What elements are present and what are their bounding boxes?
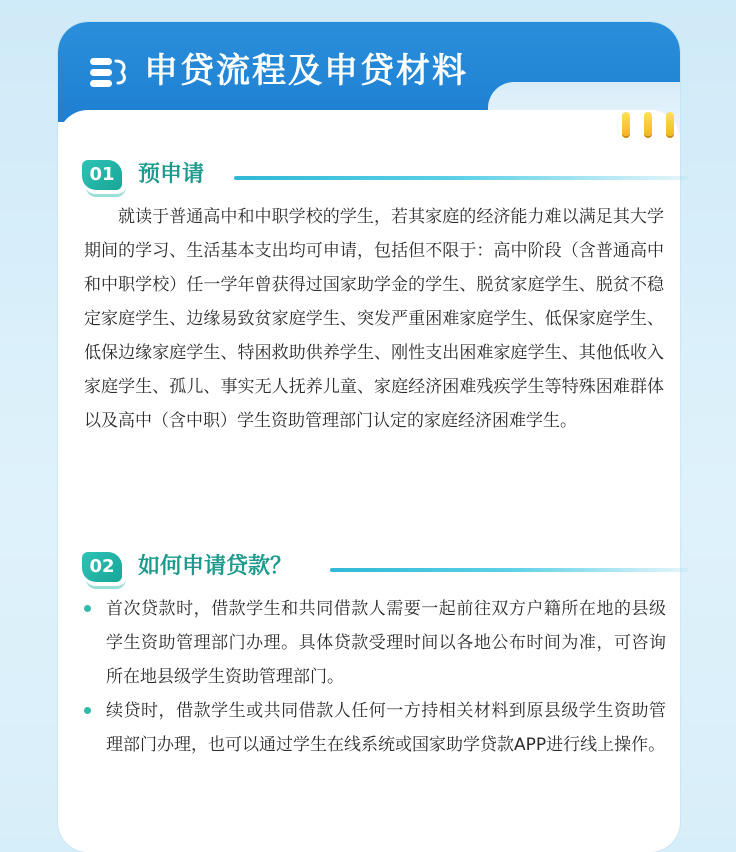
pre-application-paragraph: 就读于普通高中和中职学校的学生，若其家庭的经济能力难以满足其大学期间的学习、生活基本支出均可申请，包括但不限于：高中阶段（含普通高中和中职学校）任一学年曾获得过国家助学金的学生、脱贫家庭学生、脱贫不稳定家庭学生、边缘易致贫家庭学生、突发严重困难家庭学生、低保家庭学生、低保边缘家庭学生、特困救助供养学生、刚性支出困难家庭学生、其他低收入家庭学生、孤儿、事实无人抚养儿童、家庭经济困难残疾学生等特殊困难群体以及高中（含中职）学生资助管理部门认定的家庭经济困难学生。 xyxy=(84,207,664,431)
page-title: 申贷流程及申贷材料 xyxy=(144,51,468,91)
flow-process-icon xyxy=(88,52,128,92)
section-number-badge: 02 xyxy=(82,552,122,582)
decorative-pins xyxy=(622,112,680,142)
list-item-text: 续贷时，借款学生或共同借款人任何一方持相关材料到原县级学生资助管理部门办理，也可以通过学生在线系统或国家助学贷款APP进行线上操作。 xyxy=(106,701,666,755)
section-divider-line xyxy=(330,568,688,572)
bullet-icon xyxy=(84,605,91,612)
section-header-01 xyxy=(82,160,682,194)
header-divider xyxy=(58,110,680,150)
section-header-02 xyxy=(82,552,682,586)
list-item xyxy=(84,694,666,762)
section-title: 预申请 xyxy=(138,162,205,187)
section-title: 如何申请贷款？ xyxy=(138,554,293,579)
pin-icon xyxy=(666,112,674,136)
bullet-icon xyxy=(84,707,91,714)
list-item xyxy=(84,592,666,694)
pin-icon xyxy=(622,112,630,136)
pin-icon xyxy=(644,112,652,136)
section-number-badge: 01 xyxy=(82,160,122,190)
application-steps-list xyxy=(84,592,666,762)
list-item-text: 首次贷款时，借款学生和共同借款人需要一起前往双方户籍所在地的县级学生资助管理部门办理。具体贷款受理时间以各地公布时间为准，可咨询所在地县级学生资助管理部门。 xyxy=(106,599,666,687)
section-divider-line xyxy=(234,176,688,180)
